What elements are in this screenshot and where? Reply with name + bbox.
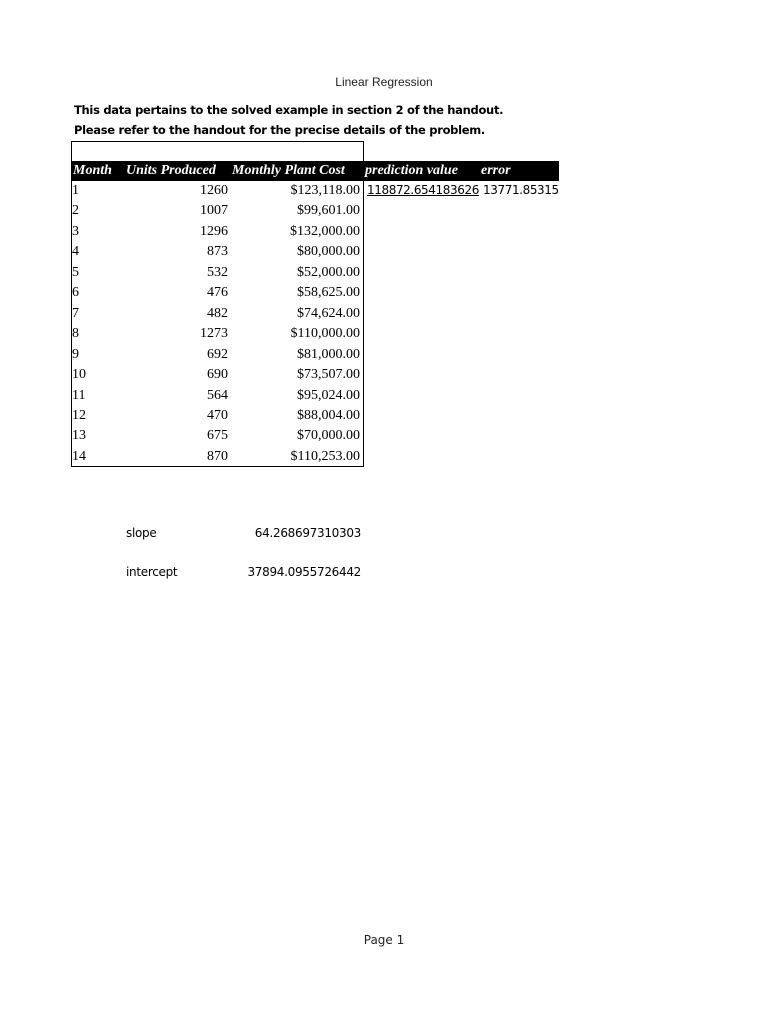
units-produced-cell: 532 — [207, 264, 228, 280]
month-cell: 3 — [72, 223, 79, 239]
month-cell: 8 — [72, 326, 79, 342]
column-header-prediction-value: prediction value — [362, 161, 476, 181]
column-header-error: error — [476, 161, 559, 181]
monthly-plant-cost-cell: $99,601.00 — [297, 203, 360, 219]
monthly-plant-cost-cell: $132,000.00 — [290, 223, 360, 239]
units-produced-cell: 1007 — [200, 203, 228, 219]
description-line-2: Please refer to the handout for the precise details of the problem. — [74, 123, 485, 137]
month-cell: 12 — [72, 407, 86, 423]
units-produced-cell: 1273 — [200, 326, 228, 342]
column-header-month: Month — [72, 161, 125, 181]
slope-label: slope — [126, 526, 157, 540]
units-produced-cell: 870 — [207, 448, 228, 464]
units-produced-cell: 1260 — [200, 183, 228, 198]
month-cell: 1 — [72, 183, 79, 198]
page-number: Page 1 — [363, 933, 405, 947]
month-cell: 10 — [72, 367, 86, 383]
description-line-1: This data pertains to the solved example in section 2 of the handout. — [74, 103, 504, 117]
monthly-plant-cost-cell: $70,000.00 — [297, 428, 360, 444]
month-cell: 14 — [72, 448, 86, 464]
error-value-cell: 13771.85315 — [483, 183, 559, 197]
units-produced-cell: 873 — [207, 244, 228, 260]
units-produced-cell: 690 — [207, 367, 228, 383]
units-produced-cell: 482 — [207, 305, 228, 321]
intercept-value: 37894.0955726442 — [247, 565, 361, 579]
month-cell: 6 — [72, 285, 79, 301]
monthly-plant-cost-cell: $123,118.00 — [290, 183, 360, 198]
month-cell: 11 — [72, 387, 86, 403]
units-produced-cell: 476 — [207, 285, 228, 301]
units-produced-cell: 1296 — [200, 223, 228, 239]
units-produced-cell: 675 — [207, 428, 228, 444]
monthly-plant-cost-cell: $110,253.00 — [290, 448, 360, 464]
intercept-label: intercept — [126, 565, 178, 579]
empty-cell-box — [71, 141, 364, 161]
month-cell: 5 — [72, 264, 79, 280]
slope-value: 64.268697310303 — [254, 526, 361, 540]
units-produced-cell: 564 — [207, 387, 228, 403]
monthly-plant-cost-cell: $74,624.00 — [297, 305, 360, 321]
page-header-title: Linear Regression — [335, 75, 433, 89]
monthly-plant-cost-cell: $73,507.00 — [297, 367, 360, 383]
month-cell: 2 — [72, 203, 79, 219]
units-produced-cell: 470 — [207, 407, 228, 423]
monthly-plant-cost-cell: $80,000.00 — [297, 244, 360, 260]
monthly-plant-cost-cell: $88,004.00 — [297, 407, 360, 423]
month-cell: 13 — [72, 428, 86, 444]
units-produced-cell: 692 — [207, 346, 228, 362]
prediction-value-cell: 118872.654183626 — [367, 183, 479, 197]
monthly-plant-cost-cell: $58,625.00 — [297, 285, 360, 301]
month-cell: 4 — [72, 244, 79, 260]
month-cell: 7 — [72, 305, 79, 321]
monthly-plant-cost-cell: $52,000.00 — [297, 264, 360, 280]
monthly-plant-cost-cell: $110,000.00 — [290, 326, 360, 342]
monthly-plant-cost-cell: $95,024.00 — [297, 387, 360, 403]
column-header-monthly-plant-cost: Monthly Plant Cost — [229, 161, 362, 181]
monthly-plant-cost-cell: $81,000.00 — [297, 346, 360, 362]
column-header-units-produced: Units Produced — [125, 161, 230, 181]
month-cell: 9 — [72, 346, 79, 362]
